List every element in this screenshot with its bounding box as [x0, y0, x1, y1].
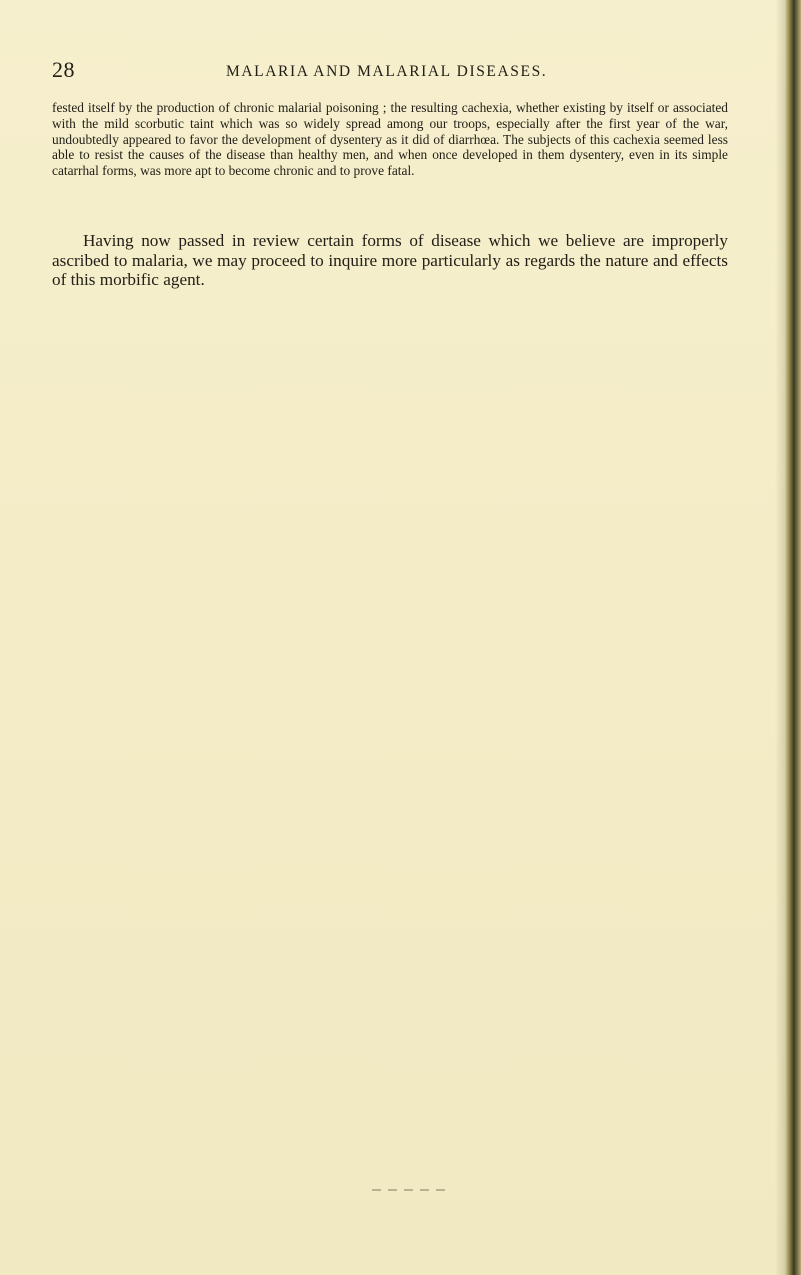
page-binding-shadow [775, 0, 785, 1275]
running-head [52, 58, 724, 82]
page-edge [785, 0, 801, 1275]
paragraph-main-text: Having now passed in review certain forms of disease which we believe are improperly ascribed to malaria, we may proceed to inquire more particularly as regards the nature and effects of this morbific agent. [52, 231, 728, 290]
paragraph-small-print: fested itself by the production of chronic malarial poisoning ; the resulting cachexia, whether existing by itself or associated with the mild scorbutic taint which was so widely spread among our troops, especially after the first year of the war, undoubtedly appeared to favor the development of dysentery as it did of diarrhœa. The subjects of this cachexia seemed less able to resist the causes of the disease than healthy men, and when once developed in them dysentery, even in its simple catarrhal forms, was more apt to become chronic and to prove fatal. [52, 100, 728, 179]
print-smudge [372, 1189, 450, 1191]
page-number: 28 [52, 57, 75, 82]
running-title: MALARIA AND MALARIAL DISEASES. [226, 63, 548, 80]
